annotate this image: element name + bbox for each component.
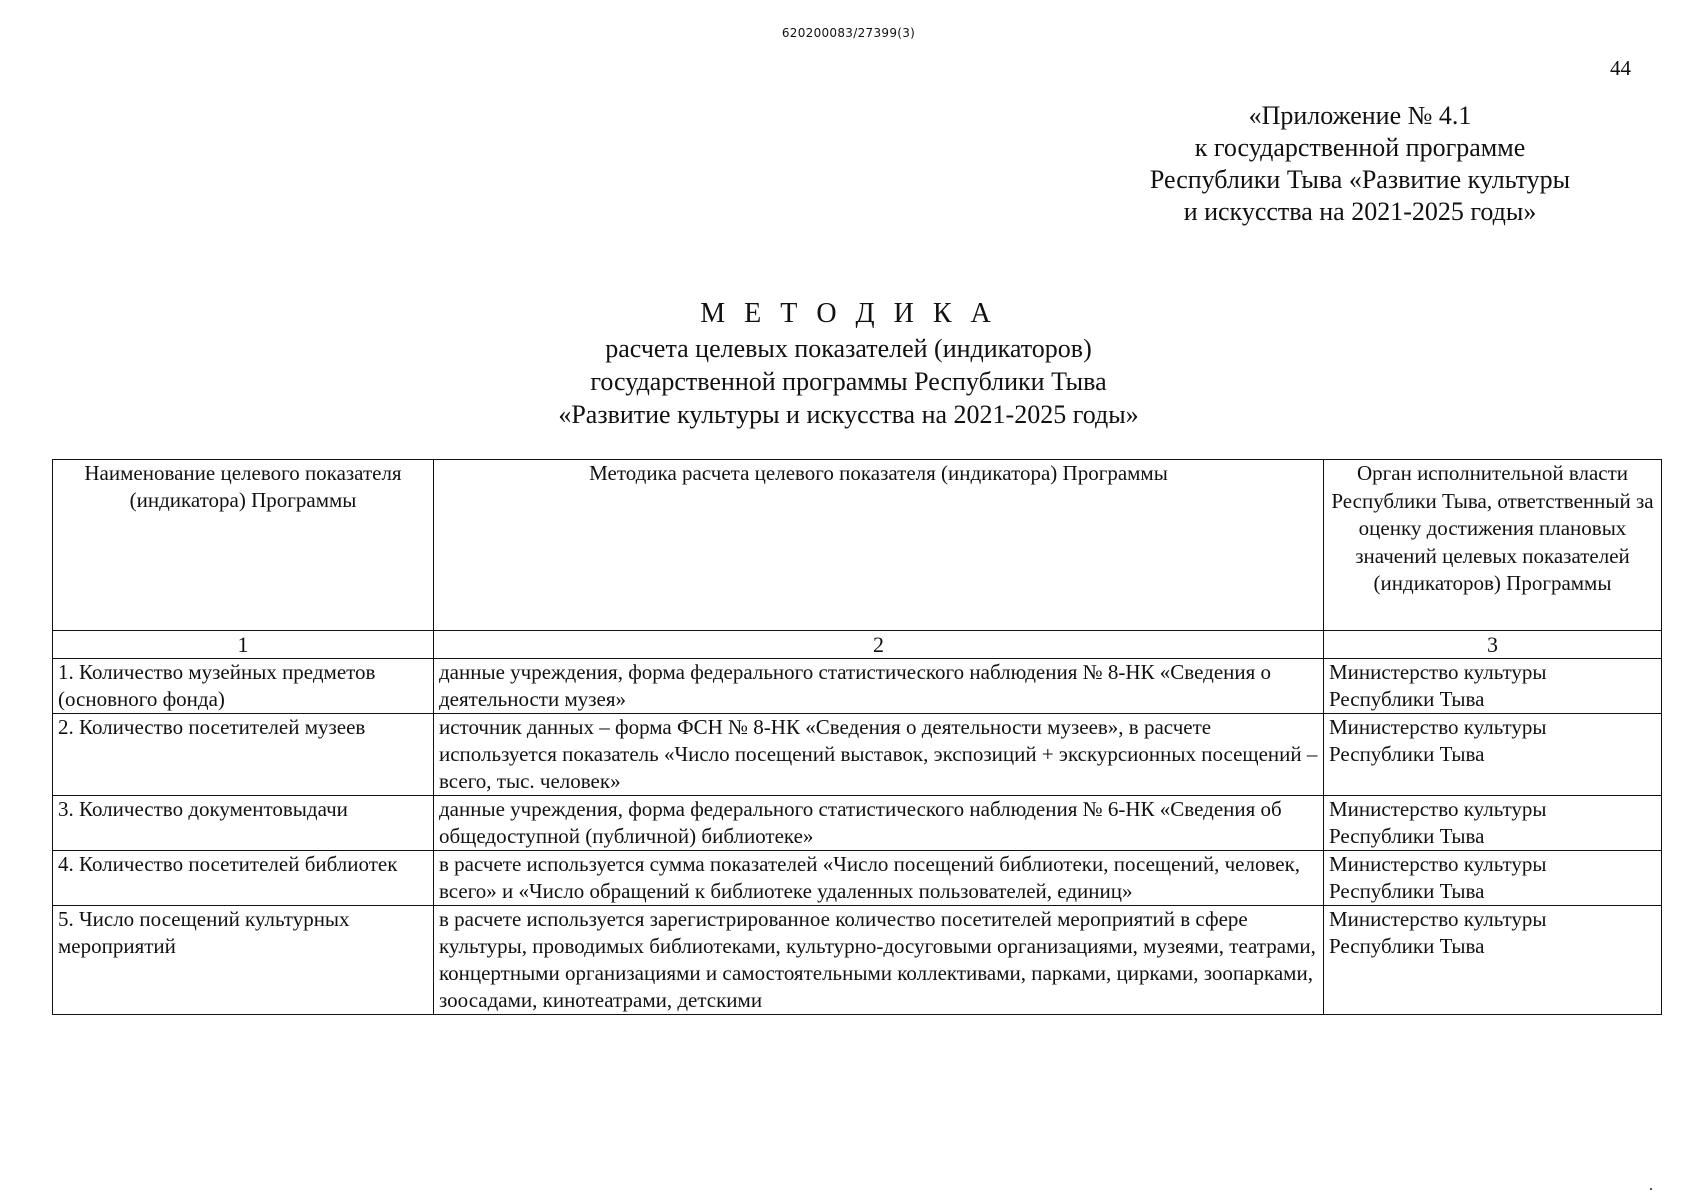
responsible-authority: Министерство культуры Республики Тыва	[1324, 659, 1662, 714]
column-number: 3	[1324, 631, 1662, 659]
responsible-authority: Министерство культуры Республики Тыва	[1324, 714, 1662, 796]
header-cell-indicator-name: Наименование целевого показателя (индикатора) Программы	[53, 460, 434, 631]
indicator-method: данные учреждения, форма федерального статистического наблюдения № 6-НК «Сведения об общедоступной (публичной) библиотеке»	[434, 796, 1324, 851]
title-subline: государственной программы Республики Тыва	[590, 367, 1107, 396]
indicator-name: 4. Количество посетителей библиотек	[53, 851, 434, 906]
indicator-method: в расчете используется сумма показателей «Число посещений библиотеки, посещений, человек, всего» и «Число обращений к библиотеке удаленных пользователей, единиц»	[434, 851, 1324, 906]
appendix-line: к государственной программе	[1194, 133, 1526, 162]
appendix-line: Республики Тыва «Развитие культуры	[1149, 165, 1571, 194]
appendix-line: «Приложение № 4.1	[1248, 101, 1472, 130]
table-row	[53, 714, 1662, 796]
title-main: М Е Т О Д И К А	[700, 298, 997, 329]
indicator-name: 3. Количество документовыдачи	[53, 796, 434, 851]
column-number: 2	[434, 631, 1324, 659]
table-row	[53, 659, 1662, 714]
appendix-note	[1100, 100, 1620, 228]
methodics-table	[52, 459, 1662, 1015]
scan-speck	[1650, 1188, 1652, 1190]
responsible-authority: Министерство культуры Республики Тыва	[1324, 906, 1662, 1015]
table-row	[53, 796, 1662, 851]
page-number: 44	[1610, 56, 1631, 80]
header-cell-method: Методика расчета целевого показателя (индикатора) Программы	[434, 460, 1324, 631]
indicator-name: 2. Количество посетителей музеев	[53, 714, 434, 796]
responsible-authority: Министерство культуры Республики Тыва	[1324, 796, 1662, 851]
indicator-method: данные учреждения, форма федерального статистического наблюдения № 8-НК «Сведения о деятельности музея»	[434, 659, 1324, 714]
table-row	[53, 906, 1662, 1015]
column-number: 1	[53, 631, 434, 659]
document-number: 620200083/27399(3)	[781, 26, 916, 40]
title-subline: «Развитие культуры и искусства на 2021-2025 годы»	[558, 400, 1139, 429]
indicator-method: в расчете используется зарегистрированное количество посетителей мероприятий в сфере культуры, проводимых библиотеками, культурно-досуговыми организациями, музеями, театрами, концертными организациями и самостоятельными коллективами, парками, цирками, зоопарками, зоосадами, кинотеатрами, детскими	[434, 906, 1324, 1015]
indicator-name: 5. Число посещений культурных мероприятий	[53, 906, 434, 1015]
column-number-row	[53, 631, 1662, 659]
title-subline: расчета целевых показателей (индикаторов)	[605, 334, 1092, 363]
responsible-authority: Министерство культуры Республики Тыва	[1324, 851, 1662, 906]
table-header-row	[53, 460, 1662, 631]
document-title	[0, 296, 1697, 431]
appendix-line: и искусства на 2021-2025 годы»	[1183, 197, 1537, 226]
indicator-name: 1. Количество музейных предметов (основного фонда)	[53, 659, 434, 714]
header-cell-authority: Орган исполнительной власти Республики Тыва, ответственный за оценку достижения плановых значений целевых показателей (индикаторов) Программы	[1324, 460, 1662, 631]
indicator-method: источник данных – форма ФСН № 8-НК «Сведения о деятельности музеев», в расчете используется показатель «Число посещений выставок, экспозиций + экскурсионных посещений – всего, тыс. человек»	[434, 714, 1324, 796]
table-row	[53, 851, 1662, 906]
